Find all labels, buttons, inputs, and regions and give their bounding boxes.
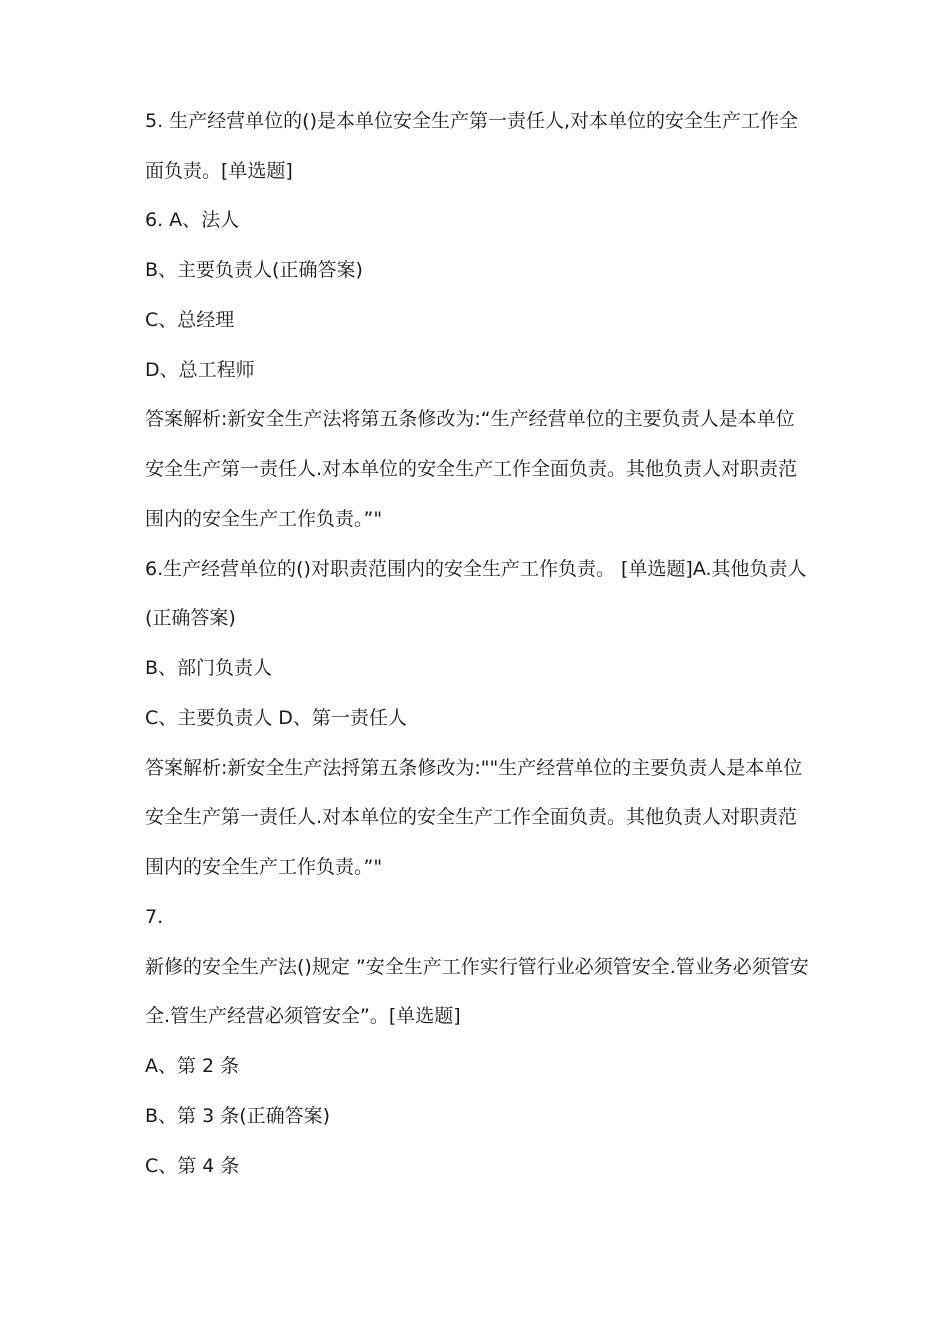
question-5-option-a: 6. A、法人 <box>145 209 240 231</box>
question-7-option-c: C、第 4 条 <box>145 1155 240 1177</box>
question-6-explanation-line-3: 围内的安全生产工作负责。”" <box>145 856 383 878</box>
question-5-stem-line-2: 面负责。[单选题] <box>145 160 293 182</box>
question-7-stem-line-1: 新修的安全生产法()规定 ”安全生产工作实行管行业必须管安全.管业务必须管安 <box>145 956 809 978</box>
question-5-stem-line-1: 5. 生产经营单位的()是本单位安全生产第一责任人,对本单位的安全生产工作全 <box>145 110 799 132</box>
question-5-explanation-line-2: 安全生产第一责任人.对本单位的安全生产工作全面负责。其他负责人对职责范 <box>145 458 798 480</box>
question-6-stem-line-1: 6.生产经营单位的()对职责范围内的安全生产工作负责。 [单选题]A.其他负责人 <box>145 558 807 580</box>
question-7-option-a: A、第 2 条 <box>145 1055 240 1077</box>
question-7-option-b: B、第 3 条(正确答案) <box>145 1105 331 1127</box>
question-5-explanation-line-1: 答案解析:新安全生产法将第五条修改为:“生产经营单位的主要负责人是本单位 <box>145 408 795 430</box>
question-6-option-b: B、部门负责人 <box>145 657 273 679</box>
question-6-option-c-d: C、主要负责人 D、第一责任人 <box>145 707 407 729</box>
question-7-stem-line-2: 全.管生产经营必须管安全”。[单选题] <box>145 1005 461 1027</box>
question-5-option-d: D、总工程师 <box>145 359 255 381</box>
question-6-explanation-line-2: 安全生产第一责任人.对本单位的安全生产工作全面负责。其他负责人对职责范 <box>145 806 798 828</box>
question-7-number: 7. <box>145 906 164 928</box>
question-6-stem-line-2: (正确答案) <box>145 607 236 629</box>
question-5-option-c: C、总经理 <box>145 309 235 331</box>
question-5-explanation-line-3: 围内的安全生产工作负责。”" <box>145 508 383 530</box>
question-5-option-b: B、主要负责人(正确答案) <box>145 259 363 281</box>
question-6-explanation-line-1: 答案解析:新安全生产法捋第五条修改为:""生产经营单位的主要负责人是本单位 <box>145 757 803 779</box>
